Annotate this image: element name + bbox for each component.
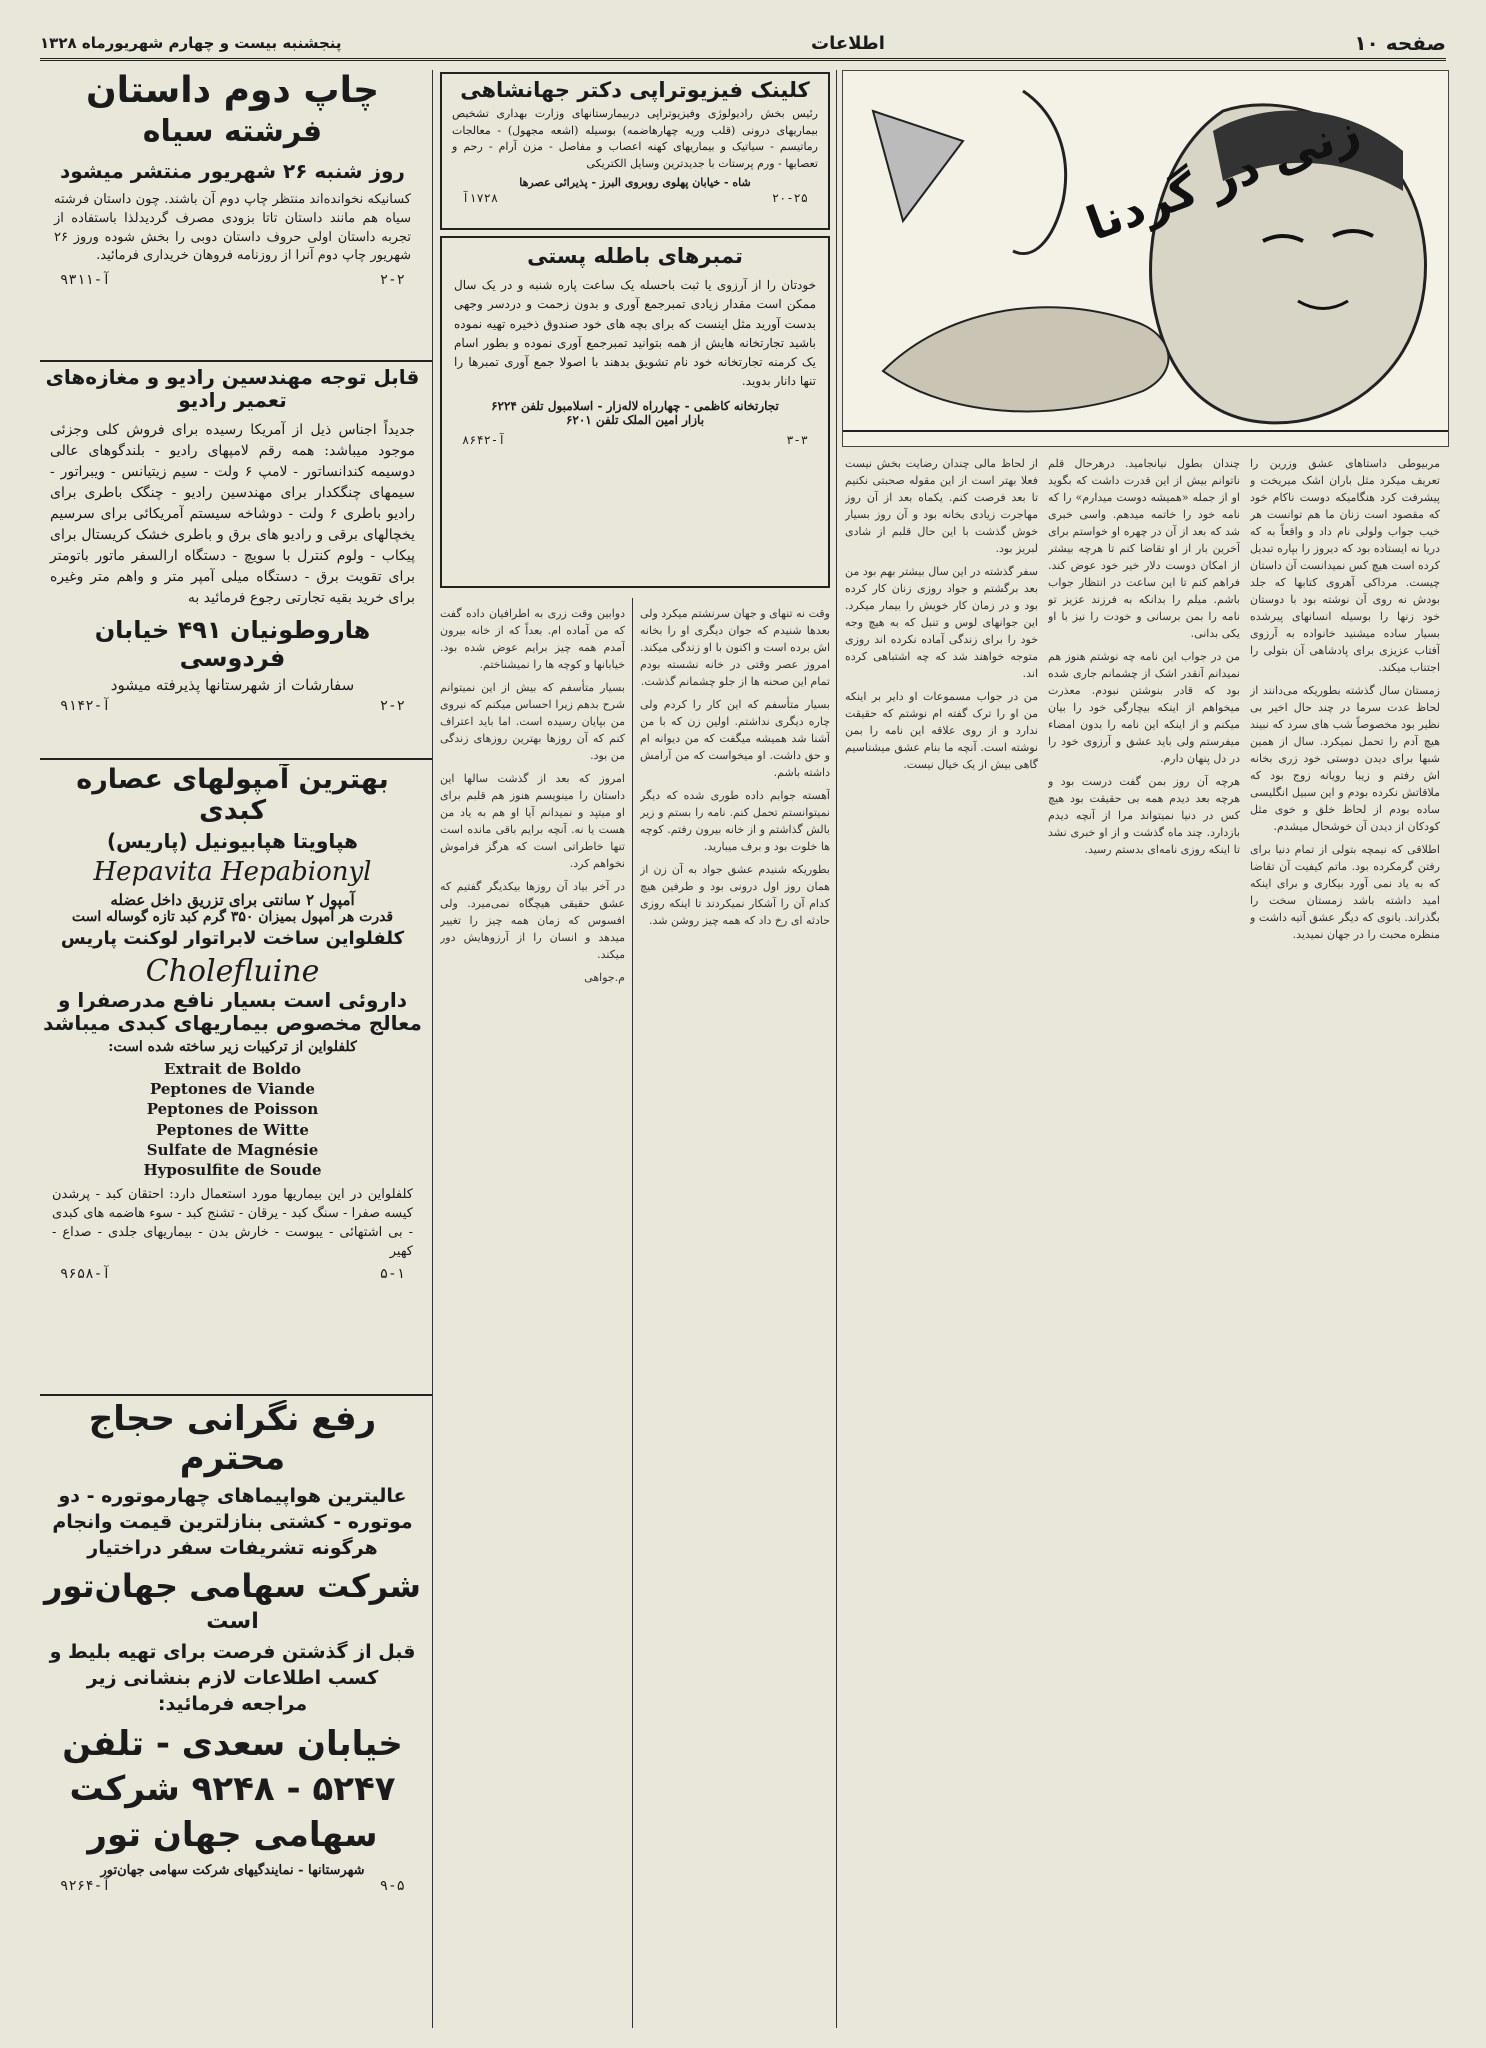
paper-name: اطلاعات [810, 32, 885, 54]
paragraph: بسیار متأسفم که بیش از این نمیتوانم شرح بدهم زیرا احساس میکنم که نیروی من بپایان رسیده است. اما باید اعتراف کنم که آن روزها بهترین روزهای زندگی من بود. [440, 681, 625, 762]
ad-clinic-body: رئیس بخش رادیولوژی وفیزیوتراپی دربیمارستانهای وزارت بهداری تشخیص بیماریهای درونی (قلب وریه چهارهاضمه) بوسیله (اشعه مجهول) - معالجات رماتیسم - سیاتیک و بیماریهای کهنه اعصاب و مفاصل - مزن آرام - رحم و تعصابها - ورم پرستات با جدیدترین وسایل الکتریکی [452, 107, 818, 170]
ad-hajj-phone: ۵۲۴۷ - ۹۲۴۸ شرکت [69, 1769, 396, 1810]
ad-ampoules-uses: کلفلواین در این بیماریها مورد استعمال دارد: احتقان کبد - پرشدن کیسه صفرا - سنگ کبد - یرقان - تشنج کبد - سوء هاضمه های کبدی - بی اشتهائی - یبوست - خارش بدن - بیماریهای جلدی - صداع - کهیر [52, 1187, 413, 1259]
story-column-2 [1048, 455, 1240, 2025]
ad-radio-note: سفارشات از شهرستانها پذیرفته میشود [110, 676, 355, 695]
ad-hajj-line1: عالیترین هواپیماهای چهارموتوره - دو [58, 1485, 407, 1508]
ad-ampoules-latin1: Hepavita Hepabionyl [93, 857, 372, 888]
page-number: صفحه ۱۰ [1354, 31, 1446, 55]
ingredient: Peptones de Poisson [146, 1100, 319, 1119]
ingredient: Extrait de Boldo [164, 1059, 301, 1078]
ad-ampoules [40, 764, 425, 1392]
ad-hajj-line4: است [206, 1608, 259, 1634]
story-column-5 [440, 605, 625, 2025]
ad-code-right: آ-۹۶۵۸ [60, 1265, 111, 1282]
ad-hajj-line2: موتوره - کشتی بنازلترین قیمت وانجام [52, 1511, 413, 1534]
paragraph: بسیار متأسفم که این کار را کردم ولی چاره دیگری نداشتم. اولین زن که با من آشنا شد همیشه میگفت که من دیوانه ام و حق داشت. او میخواست که من آرامش داشته باشم. [640, 698, 830, 779]
ad-code-right: آ-۹۲۶۴ [60, 1877, 111, 1894]
ad-hajj-line7: مراجعه فرمائید: [157, 1692, 308, 1715]
ad-code-left: ۵-۱ [379, 1265, 405, 1282]
ad-code-left: ۳-۳ [786, 433, 808, 448]
ad-ampoules-line2: قدرت هر آمپول بمیزان ۳۵۰ گرم کبد تازه گوساله است [71, 909, 394, 926]
ad-code-right: آ-۹۳۱۱ [60, 272, 111, 289]
ad-hajj-company2: سهامی جهان تور [87, 1814, 378, 1855]
paragraph: از لحاظ مالی چندان رضایت بخش نیست فعلا بهتر است از این مقوله صحبتی نکنیم تا بعد فرصت کنم. یکماه بعد از آن روز مهاجرت زیادی بخانه بود و آن روز بسیار خوش گذشت با این حال قلبم از شادی لبریز بود. [845, 457, 1038, 555]
ingredient: Peptones de Witte [156, 1120, 309, 1139]
ad-divider [40, 758, 432, 760]
ad-code [40, 272, 425, 288]
ad-radio-title: قابل توجه مهندسین رادیو و مغازه‌های تعمیر رادیو [45, 366, 420, 412]
notice-body: خودتان را از آرزوی یا ثبت باحسله یک ساعت پاره شنبه و در یک سال ممکن است مقدار زیادی تمبرجمع آوری و بدون زحمت و دردسر وجهی بدست آورید مثل اینست که برای بچه های خود صندوق ذخیره تهیه نموده باشید تجارتخانه هایش از همه بتوانید تمبرجمع آوری نموده و بطور اسام یک کرمنه تجارتخانه خود نام تشویق بدهند با اصولا جمع آوری تمبرها را تنها دانار بدوید. [454, 278, 816, 389]
story-column-1 [1250, 455, 1440, 2025]
ad-hajj-company: شرکت سهامی جهان‌تور [44, 1566, 421, 1605]
paragraph: بطوریکه شنیدم عشق جواد به آن زن از همان روز اول درونی بود و طرفین هیچ کدام آن را آشکار نمیکردند تا اینکه روزی حادثه ای رخ داد که همه چیز روشن شد. [640, 863, 830, 927]
ad-ampoules-line5: معالج مخصوص بیماریهای کبدی میباشد [43, 1010, 422, 1035]
column-rule [432, 70, 433, 2028]
ad-ampoules-title: بهترین آمپولهای عصاره کبدی [76, 764, 389, 827]
ad-code [442, 191, 828, 205]
ad-divider [40, 360, 432, 362]
ad-hajj-footer: شهرستانها - نمایندگیهای شرکت سهامی جهان‌تور [100, 1862, 365, 1878]
ad-hajj [40, 1400, 425, 2025]
story-illustration [842, 70, 1449, 447]
paragraph: من در جواب مسموعات او دایر بر اینکه من او را ترک گفته ام نوشتم که حقیقت ندارد و از روی علاقه این نامه را بمن نوشته است. آنچه ما بنام عشق میشناسیم گاهی بیش از یک خیال نیست. [845, 690, 1038, 771]
masthead [40, 28, 1446, 61]
ad-ampoules-line3: کلفلواین ساخت لابراتوار لوکنت پاریس [60, 928, 405, 950]
paragraph: اطلاقی که نیمچه بتولی از تمام دنیا برای رفتن گرمکرده بود. ماتم کیفیت آن تقاضا که به یاد نمی آورد بیکاری و برای اینکه امید داشته باشد زمستان سخت را بگذراند. بانوی که دیگر عشق آتیه داشت و منظره محبت را در جهان نمیدید. [1250, 843, 1440, 941]
ad-hajj-address: خیابان سعدی - تلفن [62, 1724, 403, 1765]
ad-code [442, 433, 828, 447]
ad-ampoules-ingredients [40, 1059, 425, 1181]
paragraph: م.جواهی [584, 971, 625, 984]
column-rule [632, 598, 633, 2028]
ad-code-left: ۲-۲ [379, 272, 405, 289]
ad-ampoules-line4: داروئی است بسیار نافع مدرصفرا و [57, 987, 408, 1012]
ad-clinic-address: شاه - خیابان پهلوی روبروی البرز - پذیرائی عصرها [519, 176, 751, 190]
story-column-3 [845, 455, 1038, 2025]
ad-radio [40, 366, 425, 756]
issue-date: پنجشنبه بیست و چهارم شهریورماه ۱۳۲۸ [40, 34, 342, 52]
ad-ampoules-subtitle: هپاویتا هپابیونیل (پاریس) [107, 829, 358, 854]
ad-ampoules-latin2: Cholefluine [145, 953, 320, 989]
ad-book [40, 70, 425, 358]
ad-divider [40, 1394, 432, 1396]
ad-ampoules-line1: آمپول ۲ سانتی برای تزریق داخل عضله [110, 891, 355, 910]
paragraph: هرچه آن روز بمن گفت درست بود و هرچه بعد دیدم همه بی حقیقت بود هیچ کس در دنیا نمیتواند مرا از آنچه دیدم بازدارد. چند ماه گذشت و از او خبری نشد تا اینکه روزی نامه‌ای بدستم رسید. [1048, 775, 1240, 856]
notice-address2: بازار امین الملک تلفن ۶۲۰۱ [565, 413, 705, 428]
notice-title: تمبرهای باطله پستی [527, 244, 743, 268]
story-column-4 [640, 605, 830, 2025]
ad-code-right: آ-۸۶۴۲ [462, 433, 506, 448]
ad-code [40, 1266, 425, 1282]
paragraph: چندان بطول نیانجامید. درهرحال قلم ناتوانم بیش از این قدرت داشت که بگوید او از جمله «همیشه دوست میدارم» را که نامه خود را خاتمه میدهم. واسی خبری شد که بعد از آن در چهره او خواستم برای آخرین بار از او تقاضا کنم تا هرچه بیشتر از امکان دوست دلار خیر خود عوض کند. فراهم کنم تا این ساعت در انتظار جواب باشم. میلم را بدانکه به فرزند عزیز تو نامه را بمن برسانی و خودت را نیز با او یکی بدانی. [1048, 457, 1240, 640]
ad-clinic-hours: ۲۰-۲۵ [771, 191, 808, 206]
ad-book-body: کسانیکه نخوانده‌اند منتظر چاپ دوم آن باشند. چون داستان فرشته سیاه هم مانند داستان تاتا بزودی مصرف گردیدلذا باستفاده از تجربه داستان اولی حروف داستان دوبی را بخش شوده وروز ۲۶ شهریور چاپ دوم آنرا از روزنامه فروهان خریداری فرمائید. [54, 191, 411, 264]
ad-hajj-line5: قبل از گذشتن فرصت برای تهیه بلیط و [49, 1640, 416, 1663]
notice-address: تجارتخانه کاظمی - چهارراه لاله‌زار - اسلامبول تلفن ۶۲۲۴ [491, 399, 779, 414]
paragraph: دوابین وقت زری به اطرافیان داده گفت که من آماده ام. بعداً که از خانه بیرون آمدم همه چیز برایم عوض شده بود. خیابانها و کوچه ها را نمیشناختم. [440, 607, 625, 671]
column-rule [836, 70, 837, 2028]
ingredient: Sulfate de Magnésie [146, 1140, 319, 1159]
ad-hajj-line3: هرگونه تشریفات سفر دراختیار [87, 1536, 378, 1559]
ad-ampoules-line6: کلفلواین از ترکیبات زیر ساخته شده است: [108, 1038, 357, 1055]
ad-hajj-line6: کسب اطلاعات لازم بنشانی زیر [86, 1666, 379, 1689]
ad-book-title2: فرشته سیاه [142, 114, 323, 150]
ad-radio-body: جدیداً اجناس ذیل از آمریکا رسیده برای فروش کلی وجزئی موجود میباشد: همه رقم لامپهای رادیو - بلندگوهای عالی دوسیمه کندانساتور - لامپ ۶ ولت - سیم زیتیانس - ویبراتور - سیمهای چنگکدار برای مهندسین رادیو - چنگک باطری برای رادیو باطری ۶ ولت - دوشاخه سیستم آمریکائی برای سرسیم یخچالهای برقی و رادیو های برق و باطری خشک کریستال برای پیکاب - ولوم کنترل با سویچ - دستگاه ارالسفر ماتور باتومتر برای تقویت برق - دستگاه میلی آمپر متر و واهم متر وغیره برای خرید بقیه تجارتی رجوع فرمائید به [50, 422, 416, 606]
ad-code-left: ۲-۲ [379, 698, 405, 715]
ad-book-title1: چاپ دوم داستان [85, 70, 380, 111]
ingredient: Hyposulfite de Soude [143, 1161, 322, 1180]
ingredient: Peptones de Viande [150, 1080, 315, 1099]
ad-clinic-code: ۱۷۲۸آ [462, 191, 499, 206]
story-title: زنی در گردنا [1079, 102, 1367, 252]
paragraph: در آخر بیاد آن روزها بیکدیگر گفتیم که عشق حقیقی هیچگاه نمی‌میرد. ولی افسوس که زمان همه چیز را تغییر میدهد و انسان را از آرزوهایش دور میکند. [440, 880, 625, 961]
notice-stamps [440, 236, 830, 588]
paragraph: سفر گذشته در این سال بیشتر بهم بود من بعد برگشتم و جواد روزی زنان کار کرده بود و در زمان کار خویش را بیمار میکرد. این جوانهای لوس و تنبل که به هیچ وجه خود را برای زندگی آماده نکرده اند روزی متوجه خواهند شد که چه اشتباهی کرده اند. [845, 565, 1038, 680]
paragraph: من در جواب این نامه چه نوشتم هنوز هم نمیدانم آنقدر اشک از چشمانم جاری شده بود که قادر بنوشتن نبودم. معذرت میخواهم از اینکه بیچارگی خود را بیان میکنم و از اینکه این نامه را بدون امضاء میفرستم ولی باید عشق و آرزوی خود را در دل پنهان دارم. [1048, 650, 1240, 765]
ad-code [40, 1878, 425, 1894]
ad-radio-address: هاروطونیان ۴۹۱ خیابان فردوسی [94, 616, 371, 672]
ad-code [40, 698, 425, 714]
paragraph: وقت نه تنهای و جهان سرنشتم میکرد ولی بعدها شنیدم که جوان دیگری او را بخانه اش برده است و اکنون با او زندگی میکند. امروز عصر وقتی در خانه نشسته بودم تمام این صحنه ها از جلو چشمانم گذشت. [640, 607, 830, 688]
ad-book-subtitle: روز شنبه ۲۶ شهریور منتشر میشود [60, 158, 405, 183]
ad-clinic [440, 72, 830, 230]
ad-code-left: ۹-۵ [379, 1877, 405, 1894]
ad-hajj-title: رفع نگرانی حجاج محترم [88, 1400, 377, 1479]
paragraph: امروز که بعد از گذشت سالها این داستان را مینویسم هنوز هم قلبم برای او میتپد و نمیدانم آیا او هم به یاد من هست یا نه. آنچه برایم باقی مانده است تنها خاطراتی است که هرگز فراموش نخواهم کرد. [440, 772, 625, 870]
ad-code-right: آ-۹۱۴۲ [60, 698, 111, 715]
paragraph: آهسته جوابم داده طوری شده که دیگر نمیتوانستم تحمل کنم. نامه را بستم و زیر بالش گذاشتم و از خانه بیرون رفتم. کوچه ها خلوت بود و برف میبارید. [640, 789, 830, 853]
paragraph: مربیوطی داستاهای عشق وزرین را تعریف میکرد مثل باران اشک میریخت و پیشرفت کرد هنگامیکه دوست ناکام خود که مقصود است زنان ما هم توانست هر خیب جواب ولولی نام داد و واقعاً به که دریا نه ایستاده بود که دیروز را بپاره تبدیل کرده است هیچ کس نمیدانست آن داستان چیست. مرداکی آهروی کتابها که جلد بودش نه روی آن نوشته بود با دوستان خود زنها را بوسیله انسانهای پیرشده بسیار ساده میشنید خانواده به آرزوی آفتاب عزیزی برای پادشاهی آن بتولی را اجتناب میکند. [1250, 457, 1440, 674]
paragraph: زمستان سال گذشته بطوریکه می‌دانند از لحاظ عدت سرما در چند حال اخیر بی نظیر بود مخصوصاً شب های سرد که نبیند هیچ آدم را تحمل نمیکرد. سال از همین شبها برای دیدن دوستی خود زری بخانه اش رفتم و زیبا رویانه زوج بود که ملاقاتش نکرده بودم و این سبیل انگلیسی ساده بودم از لحاظ خلق و خوی مثل کودکان از دیدن آن خوشحال میشدم. [1250, 684, 1440, 833]
ad-clinic-title: کلینک فیزیوتراپی دکتر جهانشاهی [460, 78, 810, 102]
